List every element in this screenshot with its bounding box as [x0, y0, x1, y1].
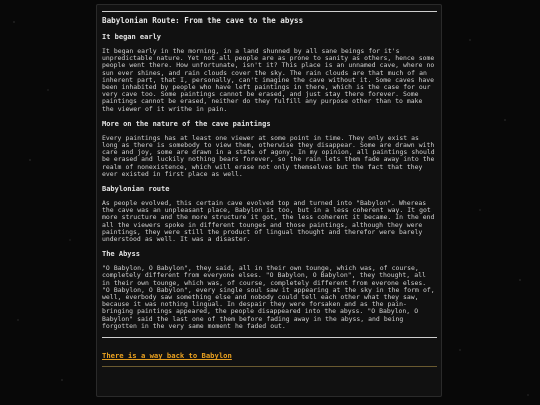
section-paragraph-began-early: It began early in the morning, in a land shunned by all sane beings for it's unpredictable nature. Yet not all people are as prone to sanity as others, hence some people went there. How unfortunate, isn't it? This place is an unnamed cave, where no sun ever shines, and rain clouds cover the sky. The rain clouds are that much of an inherent part, that I, personally, can't imagine the cave without it. Some caves have been inhabited by people who have left paintings in there, which is the case for our very cave too. Some paintings cannot be erased, and just stay there forever. Some paintings cannot be erased, neither do they fulfill any purpose other than to make the viewer of it writhe in pain. — [102, 47, 435, 113]
section-heading-babylonian-route: Babylonian route — [102, 185, 170, 194]
section-paragraph-abyss: "O Babylon, O Babylon", they said, all in their own tounge, which was, of course, completely different from everyone elses. "O Babylon, O Babylon", they thought, all in their own tounge, which was, of course, completely different from everone elses. "O Babylon, O Babylon", every single soul saw it appearing at the sky in the form of, well, everbody saw something else and nobody could tell each other what they saw, because it was nothing lingual. In despair they were forsaken and as the pain-bringing paintings appeared, the people disappeared into the abyss. "O Babylon, O Babylon" said the last one of them before fading away in the abyss, and being forgotten in the very same moment he faded out. — [102, 264, 435, 330]
section-paragraph-babylonian-route: As people evolved, this certain cave evolved top and turned into "Babylon". Whereas the cave was an unpleasant place, Babylon is too, but in a less coherent way. It got more structure and the more structure it got, the less coherent it became. In the end all the viewers spoke in different tounges and those paintings, although they were paintings, they were still the product of lingual thought and therefor were barely understood as well. It was a disaster. — [102, 199, 435, 244]
bottom-divider — [102, 337, 437, 338]
back-to-babylon-link[interactable]: There is a way back to Babylon — [102, 351, 232, 361]
section-paragraph-cave-paintings: Every paintings has at least one viewer at some point in time. They only exist as long as there is somebody to view them, otherwise they disappear. Some are drawn with care and joy, some are drawn in a state of agony. In my opinion, all paintings should be erased and luckily nothing bears forever, so the rain lets them fade away into the realm of nonexistence, which will erase not only themselves but the fact that they ever existed in first place as well. — [102, 133, 435, 178]
section-heading-abyss: The Abyss — [102, 250, 140, 259]
footer-divider — [102, 366, 437, 367]
page-title: Babylonian Route: From the cave to the abyss — [102, 16, 304, 25]
article-panel — [96, 4, 442, 397]
section-heading-began-early: It began early — [102, 33, 162, 41]
section-heading-cave-paintings: More on the nature of the cave paintings — [102, 119, 271, 128]
top-divider — [102, 11, 437, 12]
